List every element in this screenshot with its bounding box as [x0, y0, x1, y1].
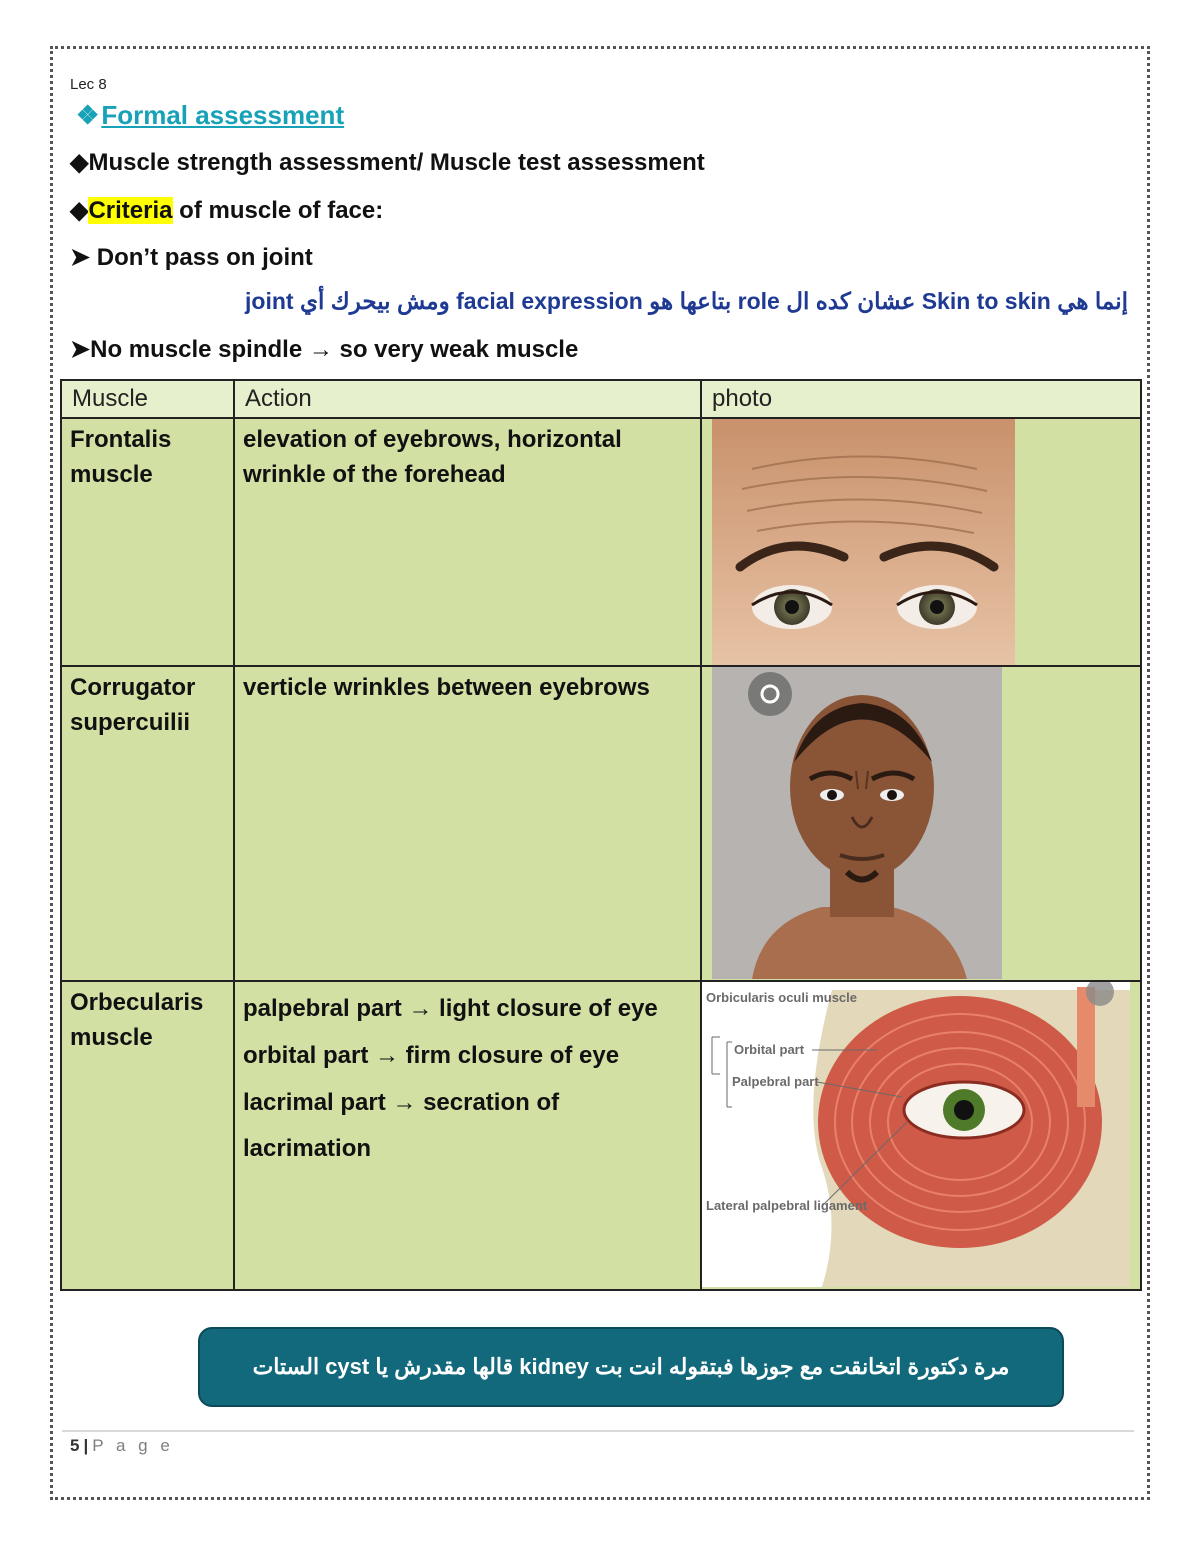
photo-cell [701, 418, 1141, 666]
spindle-line [70, 335, 578, 364]
photo-cell [701, 981, 1141, 1290]
footer-divider [62, 1430, 1134, 1432]
criteria-highlight: Criteria [88, 197, 173, 224]
criteria-bullet: ◆ [70, 197, 89, 224]
section-heading [76, 100, 344, 131]
table-row [61, 418, 1141, 666]
lecture-label: Lec 8 [70, 76, 107, 93]
diagram-label-ligament: Lateral palpebral ligament [706, 1198, 868, 1213]
muscle-test-line: ◆Muscle strength assessment/ Muscle test assessment [70, 149, 705, 176]
header-action: Action [234, 380, 701, 418]
diagram-label-orbital: Orbital part [734, 1042, 805, 1057]
spindle-text-b: so very weak muscle [332, 336, 579, 363]
diamond-bullet-icon: ❖ [76, 100, 100, 130]
muscle-name: Frontalis muscle [61, 418, 234, 666]
action-line: verticle wrinkles between eyebrows [243, 674, 650, 701]
table-row [61, 981, 1141, 1290]
photo-cell [701, 666, 1141, 981]
page-footer [70, 1436, 174, 1456]
header-photo: photo [701, 380, 1141, 418]
arabic-note: إنما هي Skin to skin عشان كده ال role بتاعها هو facial expression ومش بيحرك أي joint [245, 288, 1128, 314]
table-header-row [61, 380, 1141, 418]
footer-separator: | [83, 1436, 89, 1455]
action-line: orbital part → firm closure of eye [243, 1041, 620, 1069]
section-title: Formal assessment [101, 100, 345, 130]
header-muscle: Muscle [61, 380, 234, 418]
table-row [61, 666, 1141, 981]
page-number: 5 [70, 1436, 80, 1455]
muscle-action [234, 981, 701, 1290]
diagram-label-title: Orbicularis oculi muscle [706, 990, 857, 1005]
action-line: palpebral part → light closure of eye [243, 995, 658, 1022]
muscle-table [60, 379, 1142, 1291]
joint-line: ➤ Don’t pass on joint [70, 244, 313, 271]
criteria-rest: of muscle of face: [172, 197, 384, 224]
forehead-wrinkle-photo [712, 419, 1015, 665]
diagram-label-palpebral: Palpebral part [732, 1074, 819, 1089]
muscle-name: Orbecularis muscle [61, 981, 234, 1290]
orbicularis-oculi-diagram [702, 982, 1130, 1287]
action-line: elevation of eyebrows, horizontal wrinkle of the forehead [243, 426, 622, 488]
arrow-icon: → [308, 336, 333, 363]
action-line: lacrimal part → secration of lacrimation [243, 1088, 560, 1163]
note-box: مرة دكتورة اتخانقت مع جوزها فبتقوله انت بت kidney قالها مقدرش يا cyst الستات [198, 1327, 1064, 1407]
frowning-man-photo [712, 667, 1002, 979]
muscle-action [234, 418, 701, 666]
spindle-text-a: ➤No muscle spindle [70, 336, 309, 363]
page-label: P a g e [92, 1436, 174, 1455]
muscle-action [234, 666, 701, 981]
criteria-line [70, 196, 383, 225]
muscle-name: Corrugator supercuilii [61, 666, 234, 981]
